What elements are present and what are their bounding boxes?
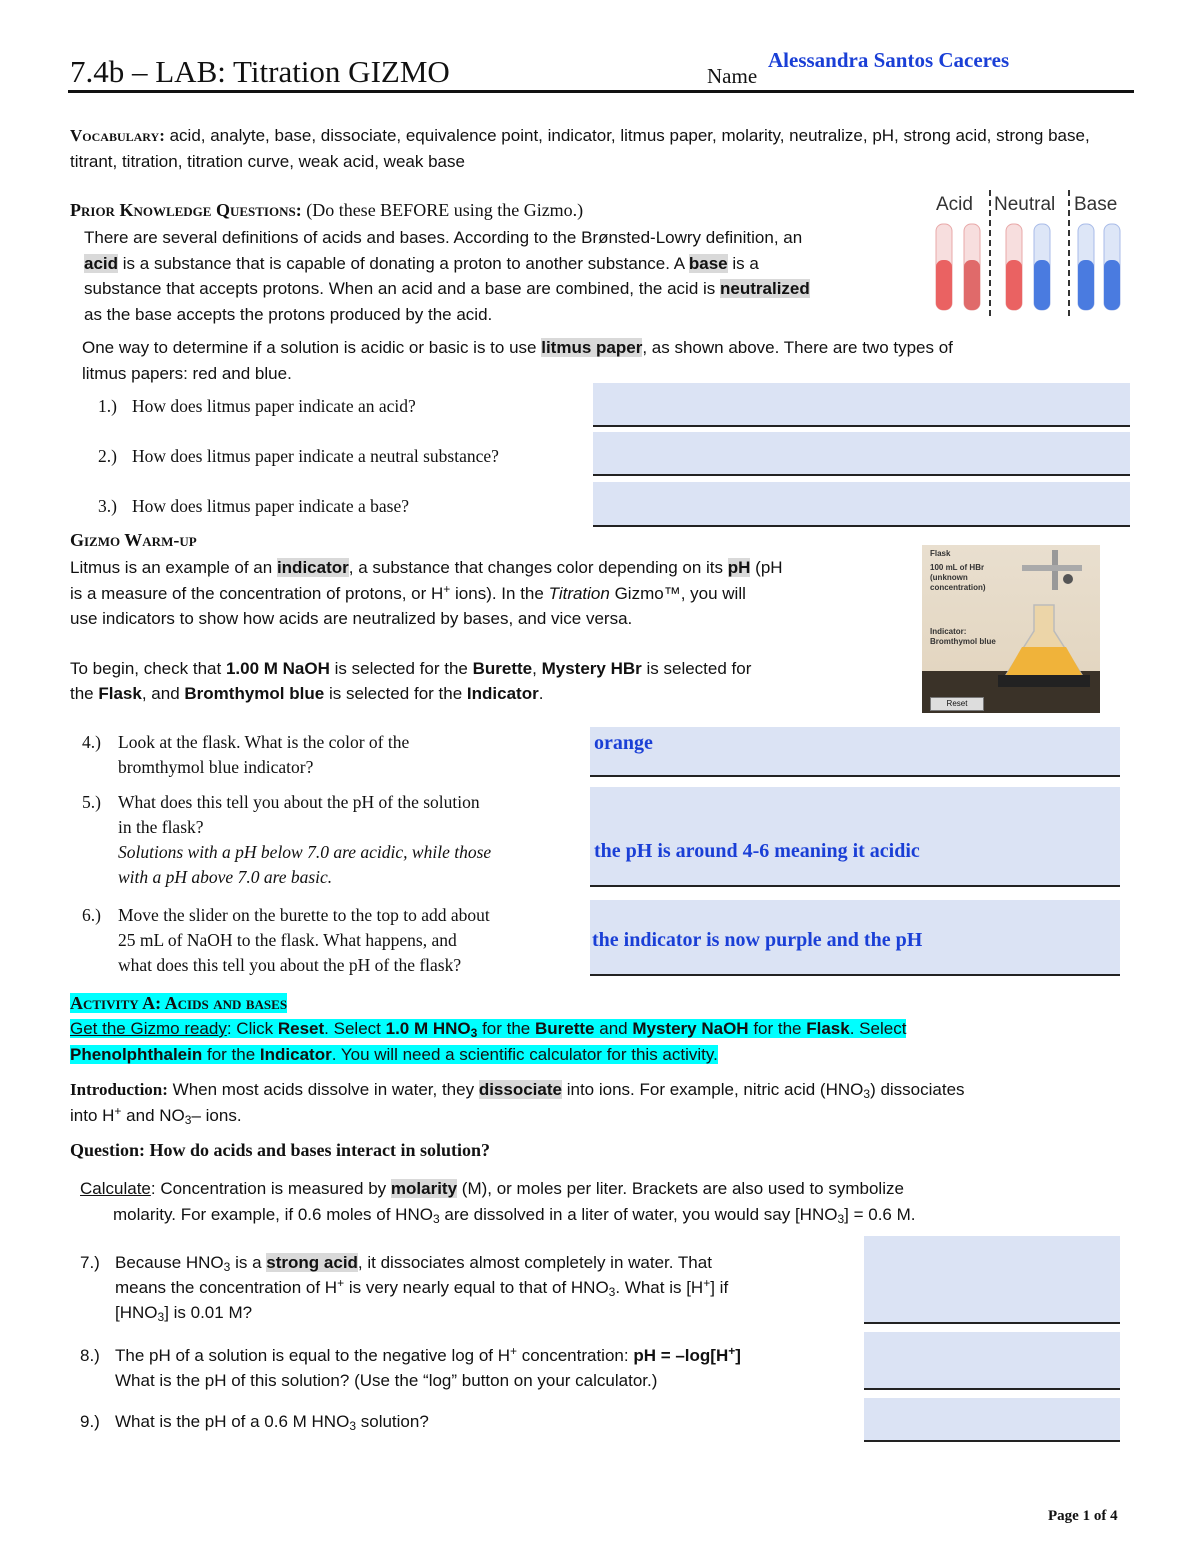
question-9: [80, 1409, 860, 1434]
question-number: 7.): [80, 1253, 100, 1272]
question-text: The pH of a solution is equal to the negative log of H: [115, 1346, 511, 1365]
question-2: [98, 444, 499, 469]
warmup-text: 1.00 M NaOH: [225, 658, 330, 678]
warmup-text: Flask: [98, 684, 142, 703]
answer-field-9[interactable]: [864, 1398, 1120, 1442]
name-label: Name: [707, 64, 758, 88]
question-number: 8.): [80, 1346, 100, 1365]
question-text: [HNO: [115, 1303, 158, 1322]
activity-heading-label: Activity A: Acids and bases: [70, 993, 288, 1013]
warmup-text: Gizmo™, you will: [614, 583, 746, 603]
question-text: , it dissociates almost completely in water. That: [357, 1253, 712, 1272]
answer-5-text: the pH is around 4-6 meaning it acidic: [594, 840, 920, 862]
page-number: Page 1 of 4: [1048, 1508, 1118, 1524]
warmup-text: is selected for the: [334, 658, 468, 678]
answer-field-3[interactable]: [593, 482, 1130, 527]
gizmo-screenshot: [922, 545, 1100, 713]
subscript: 3: [223, 1260, 231, 1274]
term-dissociate: dissociate: [478, 1080, 562, 1099]
superscript: +: [703, 1276, 711, 1290]
subscript: 3: [184, 1112, 192, 1127]
prior-text: substance that accepts protons. When an acid and a base are combined, the acid is: [84, 279, 716, 298]
prior-heading-label: Prior Knowledge Questions:: [70, 200, 302, 220]
question-text: Because HNO: [115, 1253, 224, 1272]
warmup-text: Burette: [472, 658, 533, 678]
superscript: +: [728, 1344, 736, 1358]
gizmo-ready-block: [70, 1016, 1130, 1067]
subscript: 3: [863, 1087, 871, 1101]
warmup-heading: Gizmo Warm-up: [70, 530, 197, 550]
superscript: +: [443, 581, 451, 596]
prior-heading: [70, 200, 583, 221]
subscript: 3: [837, 1211, 845, 1226]
question-number: 4.): [82, 732, 101, 752]
prior-text: as the base accepts the protons produced by the acid.: [84, 304, 493, 324]
gizmo-reset-button: Reset: [930, 697, 984, 711]
ready-text: . Select: [849, 1019, 907, 1038]
question-text: solution?: [360, 1412, 429, 1431]
term-molarity: molarity: [390, 1179, 458, 1198]
prior-heading-note: (Do these BEFORE using the Gizmo.): [306, 200, 584, 220]
gizmo-indicator-name: Bromthymol blue: [930, 637, 996, 646]
question-number: 2.): [98, 446, 117, 466]
question-text: Move the slider on the burette to the top to add about: [118, 905, 490, 925]
intro-text: into ions. For example, nitric acid (HNO: [566, 1080, 864, 1099]
question-3: [98, 494, 409, 519]
ready-text: and: [599, 1019, 628, 1038]
question-number: 5.): [82, 792, 101, 812]
question-text: How does litmus paper indicate an acid?: [132, 396, 416, 416]
vocabulary: [70, 123, 1132, 175]
warmup-text: the: [70, 684, 94, 703]
subscript: 3: [349, 1419, 356, 1433]
question-text: How does litmus paper indicate a neutral substance?: [132, 446, 499, 466]
answer-field-7[interactable]: [864, 1236, 1120, 1324]
question-number: 9.): [80, 1412, 100, 1431]
warmup-text: , and: [141, 684, 180, 703]
superscript: +: [337, 1276, 345, 1290]
header-rule: [68, 90, 1134, 93]
term-indicator: indicator: [276, 558, 349, 577]
question-text: Look at the flask. What is the color of the: [118, 732, 410, 752]
intro-text: ) dissociates: [870, 1080, 965, 1099]
ready-text: . Select: [324, 1019, 381, 1038]
ready-text: for the: [753, 1019, 802, 1038]
question-text: . What is [H: [615, 1278, 704, 1297]
intro-text: When most acids dissolve in water, they: [172, 1080, 475, 1099]
prior-text: is a substance that is capable of donating a proton to another substance. A: [122, 253, 685, 273]
warmup-text: use indicators to show how acids are neutralized by bases, and vice versa.: [70, 609, 633, 628]
vocabulary-label: Vocabulary:: [70, 126, 165, 145]
litmus-text: litmus papers: red and blue.: [82, 364, 292, 383]
question-text: concentration:: [521, 1346, 629, 1365]
ready-text: Indicator: [259, 1044, 332, 1064]
question-text: 25 mL of NaOH to the flask. What happens, and: [118, 930, 457, 950]
warmup-text: Indicator: [466, 684, 539, 703]
subscript: 3: [432, 1211, 440, 1226]
superscript: +: [510, 1344, 518, 1358]
question-number: 3.): [98, 496, 117, 516]
question-7: [80, 1250, 860, 1325]
question-text: ] is 0.01 M?: [164, 1303, 253, 1322]
question-number: 1.): [98, 396, 117, 416]
question-text: is very nearly equal to that of HNO: [348, 1278, 609, 1297]
warmup-text: Titration: [548, 583, 610, 603]
question-8: [80, 1343, 860, 1393]
term-base: base: [688, 253, 728, 273]
gizmo-flask-desc: 100 mL of HBr (unknown concentration): [930, 563, 986, 592]
calculate-text: molarity. For example, if 0.6 moles of HNO: [113, 1204, 433, 1224]
answer-field-2[interactable]: [593, 432, 1130, 476]
question-text: How does litmus paper indicate a base?: [132, 496, 409, 516]
gizmo-indicator-label: Indicator:: [930, 627, 967, 636]
question-text: in the flask?: [118, 817, 204, 837]
question-text: What is the pH of a 0.6 M HNO: [115, 1412, 350, 1431]
warmup-text: , a substance that changes color depending on its: [348, 558, 724, 577]
term-strong-acid: strong acid: [266, 1253, 358, 1272]
term-ph: pH: [727, 558, 751, 577]
ready-text: 1.0 M HNO: [385, 1019, 471, 1038]
litmus-text: , as shown above. There are two types of: [642, 338, 953, 357]
formula: ]: [735, 1346, 741, 1365]
ready-text: Phenolphthalein: [70, 1044, 203, 1064]
flask-graphic: [922, 545, 1100, 713]
ready-text: : Click: [226, 1019, 274, 1038]
intro-text: – ions.: [191, 1105, 242, 1125]
subscript: 3: [470, 1026, 478, 1040]
answer-6-text: the indicator is now purple and the pH: [592, 929, 923, 951]
question-text: What is the pH of this solution? (Use the “log” button on your calculator.): [115, 1371, 658, 1390]
term-litmus-paper: litmus paper: [541, 338, 643, 357]
ready-text: Burette: [535, 1019, 595, 1038]
introduction: [70, 1077, 1130, 1128]
student-name[interactable]: Alessandra Santos Caceres: [768, 48, 1010, 72]
answer-field-8[interactable]: [864, 1332, 1120, 1390]
calculate-text: are dissolved in a liter of water, you would say [HNO: [444, 1204, 838, 1224]
gizmo-flask-label: Flask: [930, 549, 951, 558]
calculate-block: [80, 1176, 1130, 1227]
subscript: 3: [608, 1285, 616, 1299]
question-hint: Solutions with a pH below 7.0 are acidic, while those: [118, 842, 492, 862]
answer-field-4[interactable]: [590, 727, 1120, 777]
warmup-text: Bromthymol blue: [184, 684, 325, 703]
warmup-text: (pH: [755, 558, 783, 577]
prior-text: is a: [732, 253, 759, 273]
warmup-text: is selected for the: [328, 684, 463, 703]
calculate-text: ] = 0.6 M.: [844, 1204, 916, 1224]
question-hint: with a pH above 7.0 are basic.: [118, 867, 333, 887]
question-text: means the concentration of H: [115, 1278, 338, 1297]
litmus-paragraph: [82, 335, 1132, 387]
term-neutralized: neutralized: [720, 279, 810, 298]
calculate-label: Calculate: [80, 1179, 151, 1198]
question-text: bromthymol blue indicator?: [118, 757, 314, 777]
ready-text: . You will need a scientific calculator for this activity.: [331, 1044, 718, 1064]
litmus-neutral-label: Neutral: [994, 194, 1056, 215]
warmup-text: Mystery HBr: [541, 658, 642, 678]
warmup-text: To begin, check that: [70, 658, 222, 678]
prior-paragraph: [84, 225, 924, 327]
question-text: what does this tell you about the pH of the flask?: [118, 955, 462, 975]
calculate-text: : Concentration is measured by: [150, 1179, 387, 1198]
litmus-text: One way to determine if a solution is acidic or basic is to use: [82, 338, 537, 357]
ready-text: Flask: [806, 1019, 850, 1038]
formula: pH = –log[H: [633, 1346, 729, 1365]
vocabulary-text: acid, analyte, base, dissociate, equivalence point, indicator, litmus paper, molarity, neutralize, pH, strong acid, strong base, titrant, titration, titration curve, weak acid, weak base: [70, 126, 1090, 171]
intro-text: into H: [70, 1105, 115, 1125]
ready-label: Get the Gizmo ready: [70, 1019, 227, 1038]
question-text: What does this tell you about the pH of the solution: [118, 792, 480, 812]
warmup-text: Litmus is an example of an: [70, 558, 273, 577]
question-line: Question: How do acids and bases interact in solution?: [70, 1140, 491, 1160]
question-6: [82, 903, 592, 978]
question-text: is a: [235, 1253, 262, 1272]
question-text: ] if: [710, 1278, 729, 1297]
warmup-paragraph: [70, 555, 920, 707]
litmus-image: [928, 190, 1128, 320]
subscript: 3: [157, 1310, 165, 1324]
warmup-text: is selected for: [646, 658, 752, 678]
term-acid: acid: [84, 253, 119, 273]
litmus-acid-label: Acid: [936, 194, 973, 215]
ready-text: for the: [482, 1019, 531, 1038]
answer-4-text: orange: [594, 732, 653, 754]
warmup-text: ions). In the: [455, 583, 544, 603]
warmup-text: is a measure of the concentration of protons, or H: [70, 583, 444, 603]
page-title: 7.4b – LAB: Titration GIZMO: [70, 54, 450, 89]
activity-heading: [70, 991, 287, 1015]
ready-text: Reset: [277, 1019, 325, 1038]
question-5: [82, 790, 592, 890]
answer-field-5[interactable]: [590, 787, 1120, 887]
intro-label: Introduction:: [70, 1080, 168, 1099]
warmup-text: .: [538, 684, 544, 703]
litmus-strips-graphic: [928, 220, 1128, 316]
prior-text: There are several definitions of acids and bases. According to the Brønsted-Lowry definition, an: [84, 228, 803, 247]
question-4: [82, 730, 582, 780]
question-number: 6.): [82, 905, 101, 925]
superscript: +: [114, 1103, 122, 1118]
calculate-text: (M), or moles per liter. Brackets are also used to symbolize: [461, 1179, 904, 1198]
answer-field-1[interactable]: [593, 383, 1130, 427]
question-1: [98, 394, 416, 419]
ready-text: Mystery NaOH: [632, 1019, 749, 1038]
litmus-base-label: Base: [1074, 194, 1118, 215]
ready-text: for the: [206, 1044, 256, 1064]
intro-text: and NO: [126, 1105, 185, 1125]
warmup-text: ,: [532, 658, 537, 678]
